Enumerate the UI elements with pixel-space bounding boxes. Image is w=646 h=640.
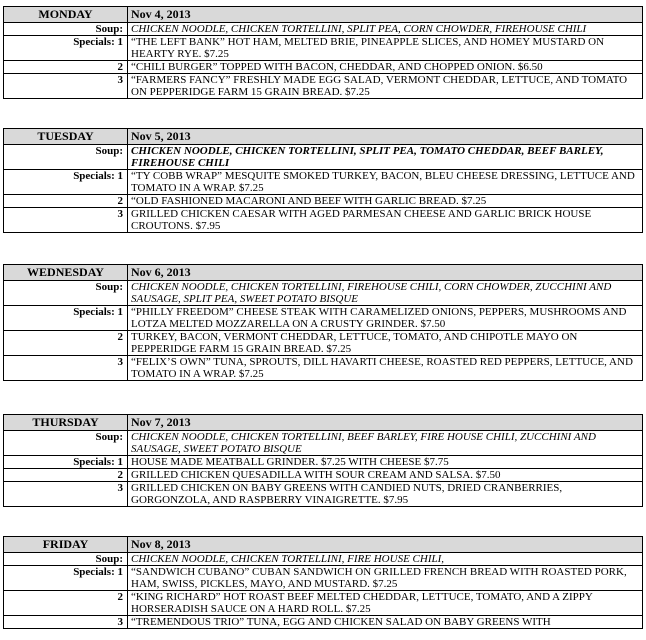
- soup-list: CHICKEN NOODLE, CHICKEN TORTELLINI, BEEF BARLEY, FIRE HOUSE CHILI, ZUCCHINI AND SAUSAGE, SWEET POTATO BISQUE: [128, 431, 643, 456]
- special-label-1: Specials: 1: [4, 36, 128, 61]
- special-label-2: 2: [4, 591, 128, 616]
- special-item: “SANDWICH CUBANO” CUBAN SANDWICH ON GRILLED FRENCH BREAD WITH ROASTED PORK, HAM, SWISS, PICKLES, MAYO, AND MUSTARD. $7.25: [128, 566, 643, 591]
- soup-label: Soup:: [4, 431, 128, 456]
- day-date: Nov 5, 2013: [128, 129, 643, 145]
- special-label-1: Specials: 1: [4, 170, 128, 195]
- special-item: “KING RICHARD” HOT ROAST BEEF MELTED CHEDDAR, LETTUCE, TOMATO, AND A ZIPPY HORSERADISH SAUCE ON A HARD ROLL. $7.25: [128, 591, 643, 616]
- special-label-1: Specials: 1: [4, 566, 128, 591]
- special-label-2: 2: [4, 195, 128, 208]
- special-item: “FARMERS FANCY” FRESHLY MADE EGG SALAD, VERMONT CHEDDAR, LETTUCE, AND TOMATO ON PEPPERIDGE FARM 15 GRAIN BREAD. $7.25: [128, 74, 643, 99]
- soup-label: Soup:: [4, 145, 128, 170]
- special-label-2: 2: [4, 469, 128, 482]
- menu-table-friday: [3, 536, 643, 629]
- special-item: TURKEY, BACON, VERMONT CHEDDAR, LETTUCE, TOMATO, AND CHIPOTLE MAYO ON PEPPERIDGE FARM 15 GRAIN BREAD. $7.25: [128, 331, 643, 356]
- soup-label: Soup:: [4, 23, 128, 36]
- soup-list: CHICKEN NOODLE, CHICKEN TORTELLINI, SPLIT PEA, CORN CHOWDER, FIREHOUSE CHILI: [128, 23, 643, 36]
- day-name: MONDAY: [4, 7, 128, 23]
- special-label-3: 3: [4, 74, 128, 99]
- day-date: Nov 6, 2013: [128, 265, 643, 281]
- day-name: THURSDAY: [4, 415, 128, 431]
- menu-table-wednesday: [3, 264, 643, 381]
- special-label-3: 3: [4, 616, 128, 629]
- special-item: GRILLED CHICKEN QUESADILLA WITH SOUR CREAM AND SALSA. $7.50: [128, 469, 643, 482]
- soup-list: CHICKEN NOODLE, CHICKEN TORTELLINI, FIREHOUSE CHILI, CORN CHOWDER, ZUCCHINI AND SAUSAGE, SPLIT PEA, SWEET POTATO BISQUE: [128, 281, 643, 306]
- menu-table-monday: [3, 6, 643, 99]
- special-item: HOUSE MADE MEATBALL GRINDER. $7.25 WITH CHEESE $7.75: [128, 456, 643, 469]
- day-name: TUESDAY: [4, 129, 128, 145]
- soup-label: Soup:: [4, 553, 128, 566]
- special-label-1: Specials: 1: [4, 306, 128, 331]
- special-item: “PHILLY FREEDOM” CHEESE STEAK WITH CARAMELIZED ONIONS, PEPPERS, MUSHROOMS AND LOTZA MELTED MOZZARELLA ON A CRUSTY GRINDER. $7.50: [128, 306, 643, 331]
- special-item: GRILLED CHICKEN ON BABY GREENS WITH CANDIED NUTS, DRIED CRANBERRIES, GORGONZOLA, AND RASPBERRY VINAIGRETTE. $7.95: [128, 482, 643, 507]
- special-item: “TY COBB WRAP” MESQUITE SMOKED TURKEY, BACON, BLEU CHEESE DRESSING, LETTUCE AND TOMATO IN A WRAP. $7.25: [128, 170, 643, 195]
- day-date: Nov 8, 2013: [128, 537, 643, 553]
- special-label-2: 2: [4, 61, 128, 74]
- special-item: “THE LEFT BANK” HOT HAM, MELTED BRIE, PINEAPPLE SLICES, AND HOMEY MUSTARD ON HEARTY RYE. $7.25: [128, 36, 643, 61]
- special-label-3: 3: [4, 356, 128, 381]
- soup-list: CHICKEN NOODLE, CHICKEN TORTELLINI, FIRE HOUSE CHILI,: [128, 553, 643, 566]
- soup-list: CHICKEN NOODLE, CHICKEN TORTELLINI, SPLIT PEA, TOMATO CHEDDAR, BEEF BARLEY, FIREHOUSE CHILI: [128, 145, 643, 170]
- special-label-2: 2: [4, 331, 128, 356]
- menu-table-tuesday: [3, 128, 643, 233]
- special-item: “OLD FASHIONED MACARONI AND BEEF WITH GARLIC BREAD. $7.25: [128, 195, 643, 208]
- day-name: FRIDAY: [4, 537, 128, 553]
- special-label-3: 3: [4, 482, 128, 507]
- special-item: GRILLED CHICKEN CAESAR WITH AGED PARMESAN CHEESE AND GARLIC BRICK HOUSE CROUTONS. $7.95: [128, 208, 643, 233]
- special-item: “TREMENDOUS TRIO” TUNA, EGG AND CHICKEN SALAD ON BABY GREENS WITH: [128, 616, 643, 629]
- soup-label: Soup:: [4, 281, 128, 306]
- day-date: Nov 7, 2013: [128, 415, 643, 431]
- day-date: Nov 4, 2013: [128, 7, 643, 23]
- special-label-3: 3: [4, 208, 128, 233]
- special-item: “CHILI BURGER” TOPPED WITH BACON, CHEDDAR, AND CHOPPED ONION. $6.50: [128, 61, 643, 74]
- menu-table-thursday: [3, 414, 643, 507]
- special-item: “FELIX’S OWN” TUNA, SPROUTS, DILL HAVARTI CHEESE, ROASTED RED PEPPERS, LETTUCE, AND TOMATO IN A WRAP. $7.25: [128, 356, 643, 381]
- day-name: WEDNESDAY: [4, 265, 128, 281]
- special-label-1: Specials: 1: [4, 456, 128, 469]
